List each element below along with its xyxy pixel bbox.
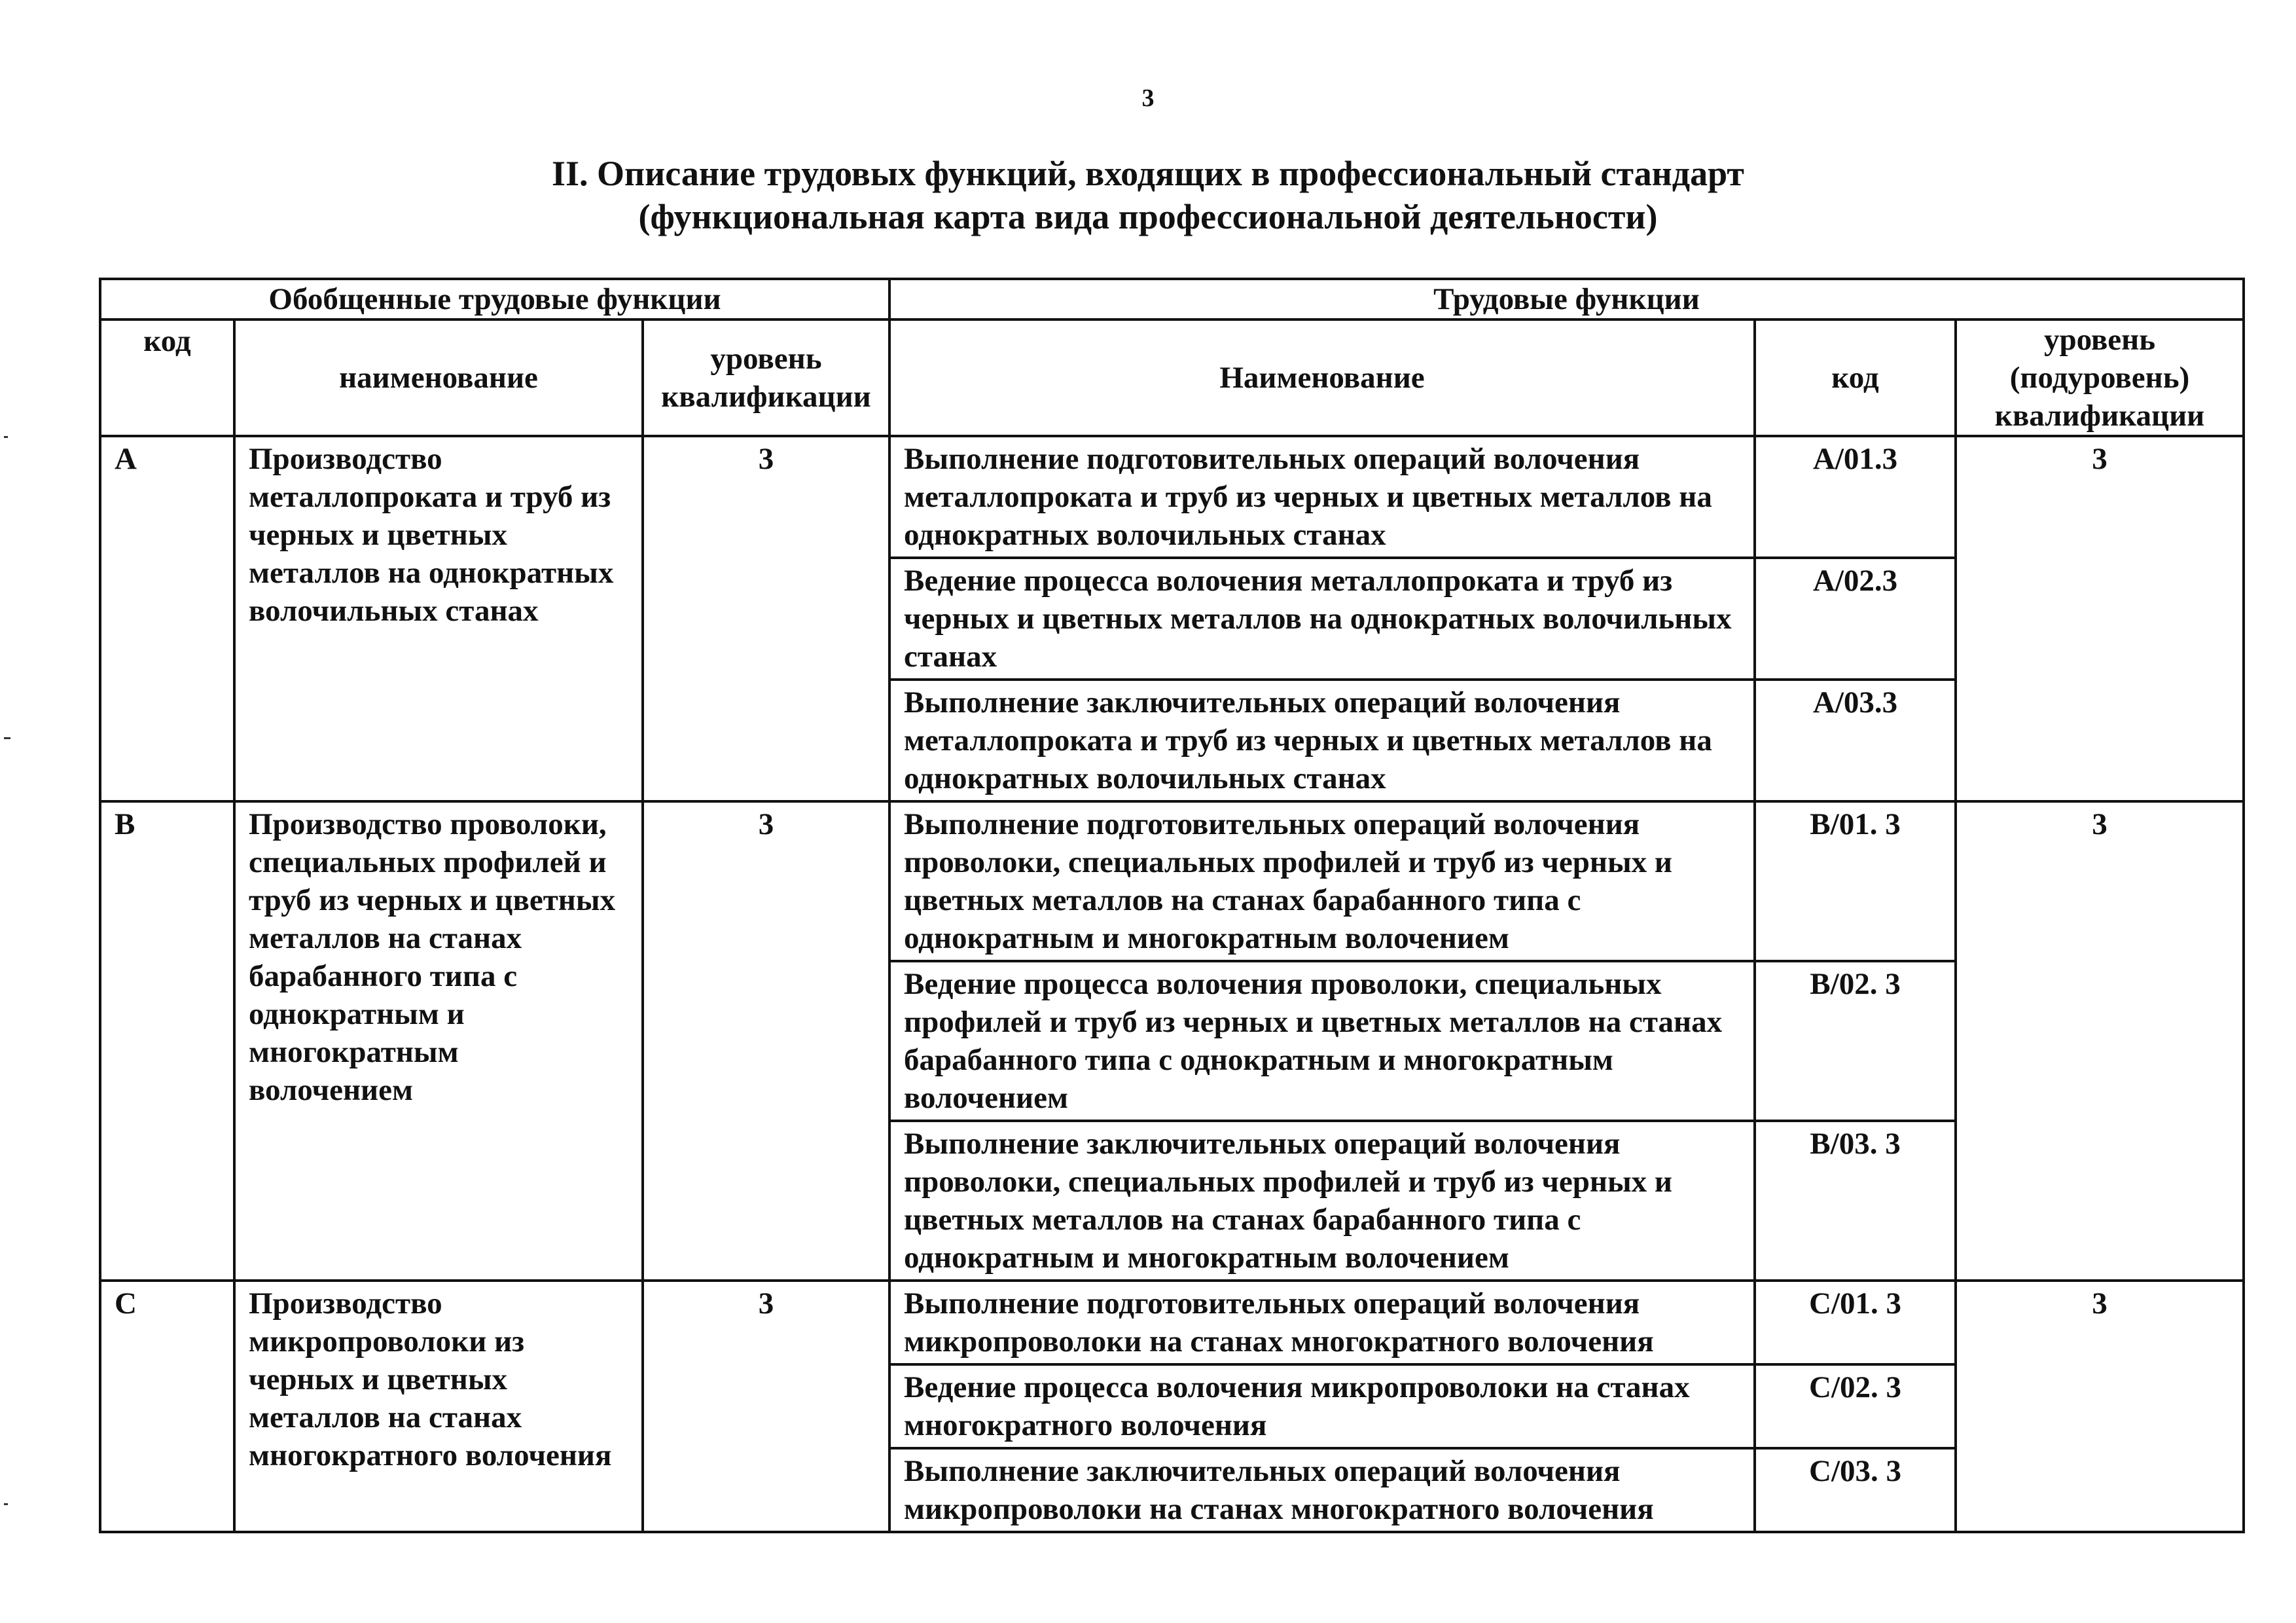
tf-name-column-header: Наименование xyxy=(889,319,1755,436)
function-code: A/02.3 xyxy=(1755,558,1956,680)
function-code: C/03. 3 xyxy=(1755,1448,1956,1532)
table-row xyxy=(100,801,2244,961)
scan-mark xyxy=(4,1503,8,1505)
function-code: B/03. 3 xyxy=(1755,1121,1956,1281)
function-name: Выполнение подготовительных операций волочения микропроволоки на станах многократного волочения xyxy=(889,1281,1755,1364)
table-group-header-row xyxy=(100,279,2244,319)
function-name: Выполнение заключительных операций волочения проволоки, специальных профилей и труб из черных и цветных металлов на станах барабанного типа с однократным и многократным волочением xyxy=(889,1121,1755,1281)
level-column-header: уровень квалификации xyxy=(643,319,889,436)
scan-mark xyxy=(4,436,8,438)
function-code: C/02. 3 xyxy=(1755,1364,1956,1448)
function-code: A/03.3 xyxy=(1755,680,1956,801)
page-number: 3 xyxy=(1141,84,1155,112)
function-name: Ведение процесса волочения металлопроката и труб из черных и цветных металлов на однократных волочильных станах xyxy=(889,558,1755,680)
function-name: Ведение процесса волочения микропроволоки на станах многократного волочения xyxy=(889,1364,1755,1448)
group-level: 3 xyxy=(643,801,889,1281)
group-name: Производство металлопроката и труб из черных и цветных металлов на однократных волочильных станах xyxy=(234,436,643,801)
table-column-header-row xyxy=(100,319,2244,436)
function-level: 3 xyxy=(1956,801,2244,1281)
group-code: B xyxy=(100,801,234,1281)
group-name: Производство проволоки, специальных профилей и труб из черных и цветных металлов на станах барабанного типа с однократным и многократным волочением xyxy=(234,801,643,1281)
scan-mark xyxy=(4,737,10,739)
function-name: Ведение процесса волочения проволоки, специальных профилей и труб из черных и цветных металлов на станах барабанного типа с однократным и многократным волочением xyxy=(889,961,1755,1121)
function-name: Выполнение заключительных операций волочения микропроволоки на станах многократного волочения xyxy=(889,1448,1755,1532)
name-column-header: наименование xyxy=(234,319,643,436)
function-code: B/02. 3 xyxy=(1755,961,1956,1121)
group-code: C xyxy=(100,1281,234,1532)
section-subtitle: (функциональная карта вида профессиональной деятельности) xyxy=(638,197,1658,236)
function-name: Выполнение подготовительных операций волочения проволоки, специальных профилей и труб из черных и цветных металлов на станах барабанного типа с однократным и многократным волочением xyxy=(889,801,1755,961)
group-level: 3 xyxy=(643,1281,889,1532)
labor-functions-header: Трудовые функции xyxy=(889,279,2244,319)
group-level: 3 xyxy=(643,436,889,801)
table-row xyxy=(100,436,2244,558)
group-name: Производство микропроволоки из черных и цветных металлов на станах многократного волочения xyxy=(234,1281,643,1532)
function-code: C/01. 3 xyxy=(1755,1281,1956,1364)
section-title: II. Описание трудовых функций, входящих в профессиональный стандарт xyxy=(552,154,1744,193)
function-name: Выполнение заключительных операций волочения металлопроката и труб из черных и цветных металлов на однократных волочильных станах xyxy=(889,680,1755,801)
function-level: 3 xyxy=(1956,1281,2244,1532)
code-column-header: код xyxy=(100,319,234,436)
functional-map-table xyxy=(99,278,2245,1533)
table-row xyxy=(100,1281,2244,1364)
generalized-functions-header: Обобщенные трудовые функции xyxy=(100,279,889,319)
tf-level-column-header: уровень (подуровень) квалификации xyxy=(1956,319,2244,436)
function-name: Выполнение подготовительных операций волочения металлопроката и труб из черных и цветных металлов на однократных волочильных станах xyxy=(889,436,1755,558)
function-code: A/01.3 xyxy=(1755,436,1956,558)
function-level: 3 xyxy=(1956,436,2244,801)
function-code: B/01. 3 xyxy=(1755,801,1956,961)
tf-code-column-header: код xyxy=(1755,319,1956,436)
group-code: A xyxy=(100,436,234,801)
